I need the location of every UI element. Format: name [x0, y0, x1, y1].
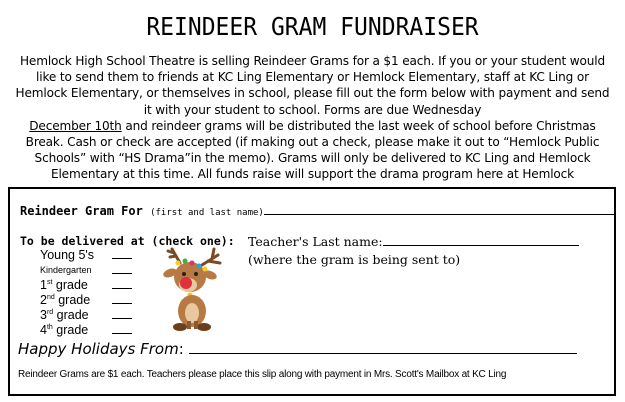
- check-blank[interactable]: [112, 273, 132, 274]
- deliver-label: To be delivered at (check one):: [20, 234, 235, 248]
- grade-number: 4: [40, 323, 47, 337]
- grade-option-young5: [40, 248, 94, 263]
- grade-number: 2: [40, 293, 47, 307]
- grade-option-4th: [40, 323, 94, 338]
- grade-word: grade: [53, 308, 89, 322]
- grade-option-3rd: [40, 308, 94, 323]
- intro-paragraph: [10, 53, 615, 183]
- grade-word: grade: [54, 293, 91, 307]
- check-blank[interactable]: [112, 333, 132, 334]
- grade-word: grade: [52, 278, 88, 292]
- intro-text-1: Hemlock High School Theatre is selling Reindeer Grams for a $1 each. If you or your student would like to send them to friends at KC Ling Elementary or Hemlock Elementary, staff at KC Ling or Hemlock Elementary, or themselves in school, please fill out the form below with payment and send it with your student to school. Forms are due Wednesday: [15, 54, 610, 117]
- check-blank[interactable]: [112, 303, 132, 304]
- grade-suffix: nd: [46, 294, 55, 301]
- check-blank[interactable]: [112, 258, 132, 259]
- grade-option-2nd: [40, 293, 94, 308]
- grade-option-kindergarten: [40, 263, 94, 278]
- gram-for-row: [20, 204, 614, 218]
- intro-text-2: and reindeer grams will be distributed the last week of school before Christmas Break. Cash or check are accepted (if making out a check, please make it out to “Hemlock Public Schools” with “HS Drama”in the memo). Grams will only be delivered to KC Ling and Hemlock Elementary at this time. All funds raise will support the drama program here at Hemlock: [25, 118, 600, 182]
- grade-number: 3: [40, 308, 47, 322]
- footer-note: Reindeer Grams are $1 each. Teachers please place this slip along with payment in Mrs. Scott's Mailbox at KC Ling: [18, 369, 507, 380]
- grade-suffix: rd: [46, 309, 54, 316]
- check-blank[interactable]: [112, 318, 132, 319]
- page-title: REINDEER GRAM FUNDRAISER: [146, 12, 479, 41]
- teacher-label: Teacher's Last name:: [248, 234, 383, 249]
- recipient-name-blank[interactable]: [264, 214, 614, 215]
- grade-option-1st: [40, 278, 94, 293]
- gram-for-hint: (first and last name): [150, 208, 264, 218]
- grade-number: 1: [40, 278, 47, 292]
- teacher-section: [248, 233, 579, 269]
- grade-word: grade: [52, 323, 89, 337]
- grade-suffix: st: [46, 279, 53, 286]
- teacher-hint: (where the gram is being sent to): [248, 252, 461, 267]
- grade-label: Young 5's: [40, 248, 95, 262]
- grade-suffix: th: [46, 324, 53, 331]
- due-date: December 10th: [29, 118, 122, 133]
- reindeer-illustration-icon: [158, 241, 230, 337]
- sender-name-blank[interactable]: [189, 353, 577, 354]
- teacher-name-blank[interactable]: [383, 245, 579, 246]
- gram-for-label: Reindeer Gram For: [20, 204, 143, 218]
- order-form: [8, 187, 616, 396]
- colon: :: [178, 340, 184, 358]
- happy-holidays-row: [18, 340, 577, 358]
- grade-label: Kindergarten: [40, 265, 92, 275]
- check-blank[interactable]: [112, 288, 132, 289]
- grade-list: [40, 248, 94, 338]
- happy-holidays-label: Happy Holidays From: [18, 340, 179, 358]
